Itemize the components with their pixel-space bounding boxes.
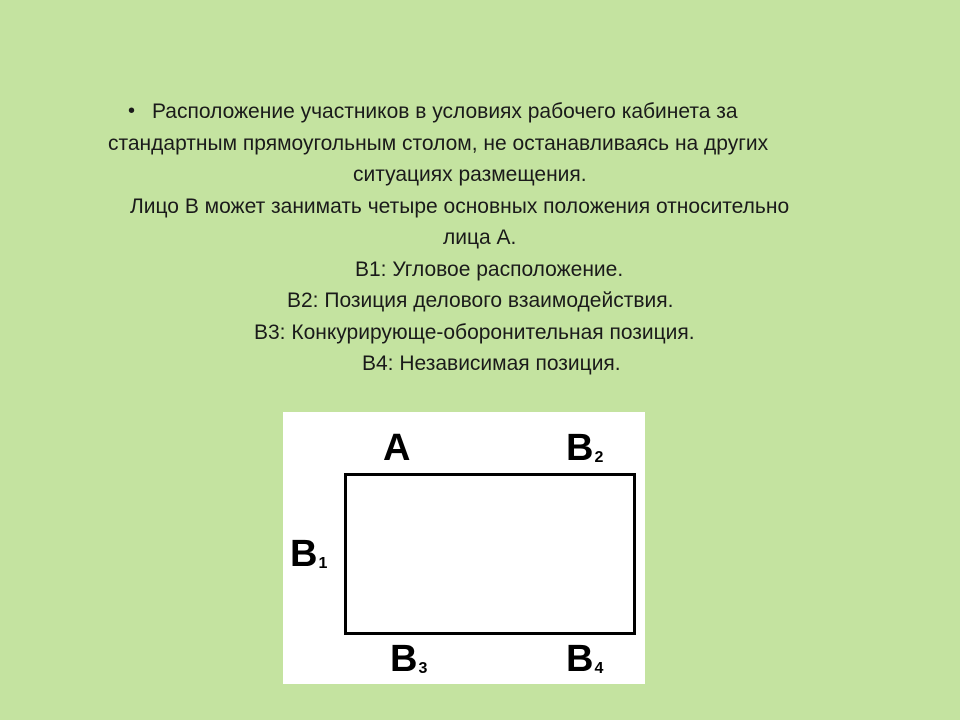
text-line-4-content: Лицо В может занимать четыре основных положения относительно bbox=[130, 194, 790, 218]
position-a-label bbox=[383, 429, 410, 467]
position-b3-sub: 3 bbox=[418, 660, 428, 677]
position-b4-sub: 4 bbox=[594, 660, 604, 677]
position-b3-main: В bbox=[390, 638, 418, 680]
position-b4-label bbox=[566, 640, 603, 686]
text-line-9-content: В4: Независимая позиция. bbox=[362, 352, 621, 375]
text-line-3 bbox=[0, 159, 960, 191]
text-line-5 bbox=[0, 222, 960, 254]
text-line-8 bbox=[0, 317, 960, 349]
position-b2-label bbox=[566, 429, 603, 475]
text-line-4 bbox=[0, 191, 960, 223]
seating-diagram bbox=[283, 412, 645, 684]
position-b2-sub: 2 bbox=[594, 449, 604, 466]
text-line-2-content: стандартным прямоугольным столом, не останавливаясь на других bbox=[108, 131, 769, 155]
position-a-text: А bbox=[383, 427, 411, 469]
position-b2-main: В bbox=[566, 427, 594, 469]
position-b3-label bbox=[390, 640, 427, 686]
table-rectangle bbox=[344, 473, 636, 635]
text-line-3-content: ситуациях размещения. bbox=[353, 163, 587, 186]
text-line-9 bbox=[0, 348, 960, 380]
text-line-1 bbox=[0, 96, 960, 128]
position-b4-main: В bbox=[566, 638, 594, 680]
text-line-8-content: В3: Конкурирующе-оборонительная позиция. bbox=[254, 320, 695, 344]
position-b1-sub: 1 bbox=[318, 555, 328, 572]
text-line-6-content: В1: Угловое расположение. bbox=[355, 257, 624, 281]
text-line-5-content: лица А. bbox=[443, 226, 517, 249]
text-line-7-content: В2: Позиция делового взаимодействия. bbox=[287, 289, 674, 312]
position-b1-main: В bbox=[290, 533, 318, 575]
position-b1-label bbox=[290, 535, 327, 581]
text-line-2 bbox=[0, 128, 960, 160]
bullet-icon: • bbox=[128, 100, 136, 122]
text-line-6 bbox=[0, 254, 960, 286]
text-line-1-content: Расположение участников в условиях рабочего кабинета за bbox=[152, 100, 738, 123]
slide-text-block bbox=[0, 96, 960, 380]
text-line-7 bbox=[0, 285, 960, 317]
